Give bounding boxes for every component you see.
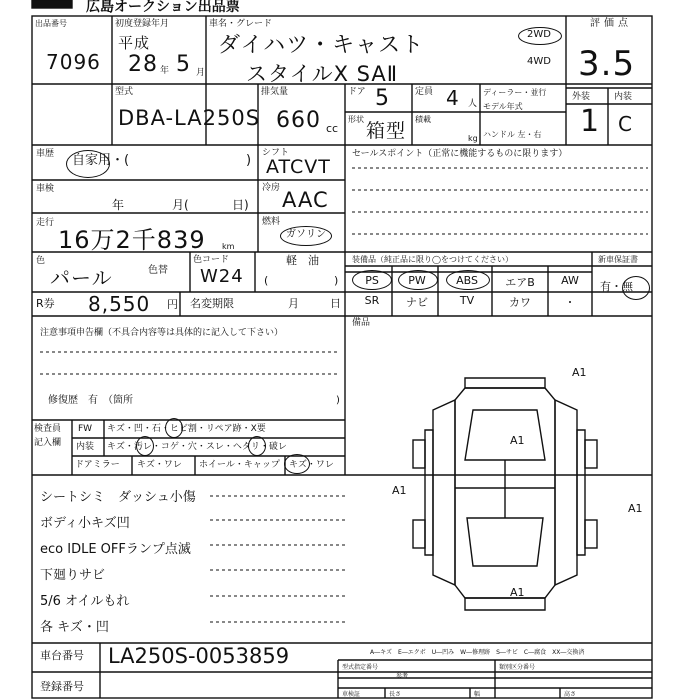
fuel-open: ( [264, 274, 269, 287]
capacity-value: 4 [446, 86, 460, 110]
interior-grade: C [618, 112, 633, 136]
equip-ps: PS [365, 274, 379, 287]
type-spec-label: 型式指定番号 [342, 664, 379, 671]
fuel-close: ) [334, 274, 339, 287]
name-change-label: 名変期限 [190, 297, 234, 310]
fuel-gas: ガソリン [286, 229, 326, 240]
inspector-fw-text: キズ・凹・石・ヒビ割・リペア跡・X要 [107, 424, 266, 434]
width-label: 幅 [474, 691, 481, 698]
usage-value: 自家用・( [72, 153, 130, 168]
first-reg-era: 平成 [118, 34, 151, 52]
height-label: 高さ [564, 691, 577, 698]
ps-circle [352, 270, 392, 290]
doors-label: ドア [348, 87, 366, 97]
repair-history: 修復歴 有 （箇所 [48, 395, 133, 406]
exterior-grade: 1 [580, 104, 601, 139]
note-4: 下廻りサビ [40, 568, 106, 583]
car-damage-diagram [395, 370, 650, 620]
fuel-label: 燃料 [262, 217, 281, 227]
registration-label: 登録番号 [40, 680, 84, 693]
note-3: eco IDLE OFFランプ点滅 [40, 542, 191, 557]
abs-circle [446, 270, 490, 290]
inspector-int: 内装 [76, 442, 95, 452]
color-code-label: 色コード [193, 255, 230, 265]
color-change-label: 色替 [148, 265, 168, 276]
lot-number: 7096 [46, 50, 101, 74]
car-grade: スタイルX SAⅡ [246, 62, 399, 86]
first-reg-month: 5 [176, 52, 191, 77]
inspector-wheel-text: キズ・ワレ [289, 460, 334, 470]
storage-label: 備品 [352, 318, 371, 328]
damage-legend: A―キズ E―エクボ U―凹み W―修理跡 S―サビ C―腐食 XX―交換済 [370, 649, 585, 656]
equip-abs: ABS [456, 274, 478, 287]
load-unit: kg [468, 134, 478, 143]
repair-close: ) [336, 395, 340, 406]
color-code: W24 [200, 266, 244, 287]
usage-close: ) [246, 153, 252, 168]
recycle-unit: 円 [167, 298, 178, 311]
interior-label: 内装 [614, 92, 633, 102]
recycle-label: R券 [36, 297, 55, 310]
mileage-label: 走行 [36, 218, 55, 228]
notes-label: 注意事項申告欄（不具合内容等は具体的に記入して下さい） [40, 328, 284, 338]
chassis-label: 車台番号 [40, 649, 84, 662]
damage-mark-4: A1 [628, 502, 643, 515]
first-reg-year: 28 [128, 52, 158, 77]
shift-value: ATCVT [266, 156, 331, 178]
ref-label-1: 参考 [396, 673, 409, 680]
grade-score: 3.5 [578, 44, 636, 84]
new-car-warranty-label: 新車保証書 [598, 255, 638, 264]
exterior-label: 外装 [572, 92, 591, 102]
warranty-value: 有・無 [600, 280, 633, 293]
name-change-month: 月 [288, 297, 299, 310]
inspection-day: 日) [232, 198, 249, 212]
displacement-label: 排気量 [261, 87, 289, 97]
shape-label: 形状 [348, 115, 364, 124]
equip-tv: TV [459, 294, 475, 307]
length-label: 長さ [389, 691, 402, 698]
inspector-mirror: ドアミラー [75, 460, 120, 470]
drive-4wd: 4WD [527, 56, 551, 67]
equip-airbag: エアB [505, 276, 535, 289]
damage-mark-2: A1 [510, 434, 525, 447]
int-circle-1 [136, 436, 154, 456]
mileage-value: 16万2千839 [58, 226, 206, 254]
pw-circle [398, 270, 438, 290]
model-year-label: モデル年式 [483, 102, 523, 111]
displacement-unit: cc [326, 122, 339, 135]
color-label: 色 [36, 256, 46, 266]
inspection-month: 月( [172, 198, 189, 212]
wheel-circle [284, 454, 310, 474]
drive-2wd: 2WD [527, 29, 551, 40]
capacity-label: 定員 [415, 87, 434, 97]
ac-label: 冷房 [262, 183, 281, 193]
shift-label: シフト [262, 148, 290, 158]
color-value: パール [50, 266, 113, 290]
first-reg-year-unit: 年 [160, 66, 170, 76]
int-circle-2 [248, 436, 266, 456]
fw-circle [165, 418, 183, 438]
form-title: 広島オークション出品票 [86, 0, 240, 15]
damage-mark-5: A1 [510, 586, 525, 599]
inspector-label-2: 記入欄 [34, 438, 62, 448]
inspector-int-text: キズ・汚レ・コゲ・穴・スレ・ヘタリ・破レ [107, 442, 287, 452]
chassis-number: LA250S-0053859 [108, 644, 290, 668]
equip-navi: ナビ [406, 296, 428, 309]
model-value: DBA-LA250S [118, 106, 261, 130]
dealer-label: ディーラー・並行 [483, 88, 547, 97]
usage-label: 車歴 [36, 149, 55, 159]
grade-label: 評価点 [590, 18, 632, 29]
damage-mark-3: A1 [392, 484, 407, 497]
note-6: 各 キズ・凹 [40, 620, 109, 635]
name-change-day: 日 [330, 297, 341, 310]
equip-pw: PW [408, 274, 426, 287]
inspector-label-1: 検査員 [34, 424, 62, 434]
shape-value: 箱型 [366, 120, 407, 142]
inspection-year: 年 [112, 198, 125, 212]
first-reg-label: 初度登録年月 [115, 19, 170, 29]
inspector-mirror-text: キズ・ワレ [137, 460, 182, 470]
first-reg-month-unit: 月 [196, 68, 206, 78]
note-1: シートシミ ダッシュ小傷 [40, 490, 196, 505]
equipment-label: 装備品（純正品に限り◯をつけてください） [352, 255, 513, 264]
inspection-label: 車検 [36, 184, 55, 194]
recycle-value: 8,550 [88, 292, 151, 316]
note-5: 5/6 オイルもれ [40, 594, 130, 609]
car-name-label: 車名・グレード [209, 19, 273, 29]
equip-sr: SR [364, 294, 380, 307]
equip-aw: AW [561, 274, 579, 287]
car-name: ダイハツ・キャスト [218, 33, 425, 58]
mileage-unit: km [222, 242, 235, 251]
class-label: 類別区分番号 [499, 664, 536, 671]
doors-value: 5 [375, 86, 390, 111]
shaken-label: 車検証 [342, 691, 361, 698]
sales-point-label: セールスポイント（正常に機能するものに限ります） [352, 149, 568, 159]
fuel-diesel: 軽 油 [286, 254, 319, 267]
load-label: 積載 [415, 115, 431, 124]
ac-value: AAC [282, 188, 329, 212]
handle-label: ハンドル 左・右 [483, 130, 542, 139]
lot-label: 出品番号 [35, 19, 67, 28]
equip-leather: カワ [509, 296, 531, 309]
capacity-unit: 人 [468, 99, 478, 109]
note-2: ボディ小キズ凹 [40, 516, 130, 531]
displacement-value: 660 [276, 108, 321, 133]
damage-mark-1: A1 [572, 366, 587, 379]
inspector-wheel: ホイール・キャップ [199, 460, 280, 470]
inspector-fw: FW [78, 424, 93, 434]
equip-dot: ・ [564, 296, 576, 309]
warranty-circle [622, 276, 650, 300]
model-label: 型式 [115, 87, 134, 97]
